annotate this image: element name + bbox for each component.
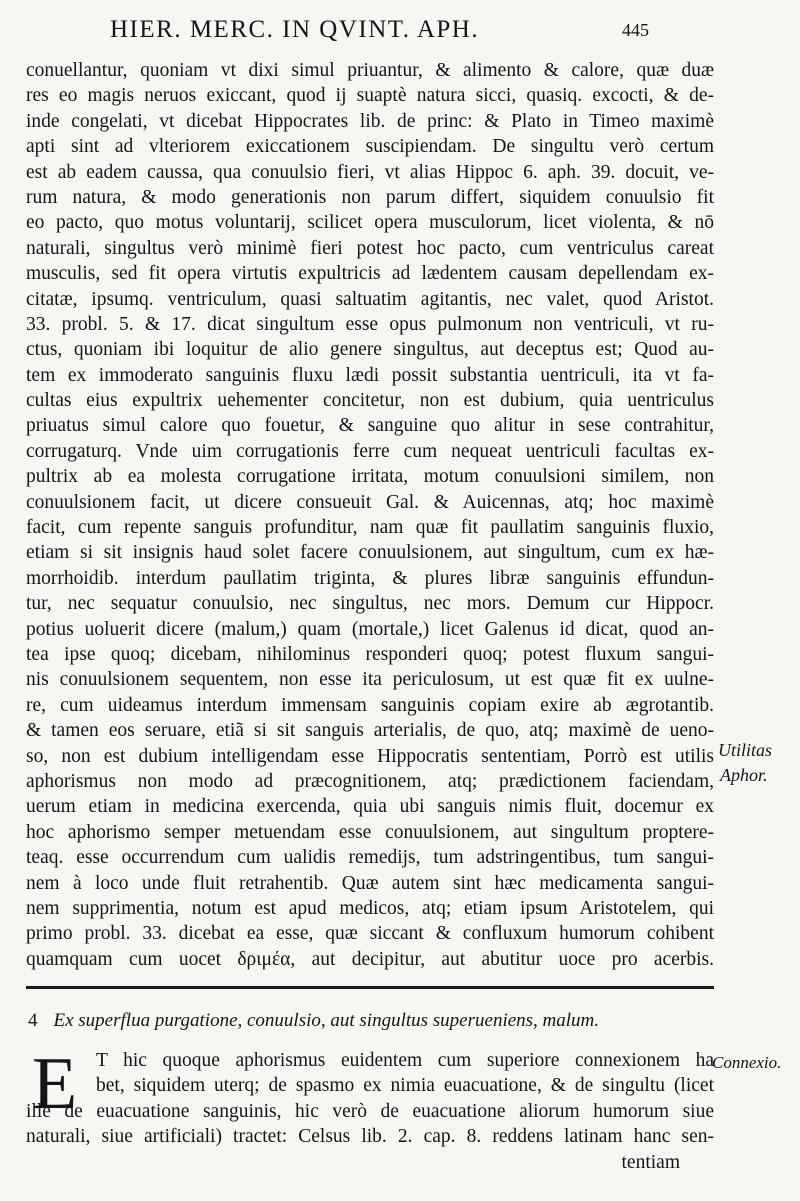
text-line: tea ipse quoq; dicebam, nihilominus responderi quoq; potest fluxum sangui- (26, 643, 714, 665)
text-line: quamquam cum uocet δριμέα, aut decipitur, aut abutitur uoce pro acerbis. (26, 948, 714, 970)
text-line: inde congelati, vt dicebat Hippocrates lib. de princ: & Plato in Timeo maximè (26, 110, 714, 132)
commentary-line: naturali, siue artificiali) tractet: Celsus lib. 2. cap. 8. reddens latinam hanc sen- (26, 1126, 714, 1148)
running-head: HIER. MERC. IN QVINT. APH. (110, 16, 480, 43)
commentary-block (26, 1043, 714, 1175)
commentary-line: ille de euacuatione sanguinis, hic verò de euacuatione aliorum humorum siue (26, 1100, 714, 1122)
text-line: so, non est dubium intelligendam esse Hippocratis sententiam, Porrò est utilis (26, 745, 714, 767)
margin-note-utilitas: Utilitas (718, 740, 773, 760)
text-line: primo probl. 33. dicebat ea esse, quæ siccant & confluxum humorum cohibent (26, 923, 714, 945)
text-line: 33. probl. 5. & 17. dicat singultum esse opus pulmonum non ventriculi, vt ru- (26, 313, 714, 335)
text-line: eo pacto, quo motus voluntarij, scilicet opera musculorum, licet violenta, & nō (26, 212, 714, 234)
text-line: nem supprimentia, notum est apud medicos, atq; etiam ipsum Aristotelem, qui (26, 897, 714, 919)
text-line: morrhoidib. interdum paullatim triginta, & plures libræ sanguinis effundun- (26, 567, 714, 589)
text-line: & tamen eos seruare, etiã si sit sanguis arterialis, de quo, atq; maximè de ueno- (26, 720, 714, 742)
aphorism-text: Ex superflua purgatione, conuulsio, aut singultus superueniens, malum. (53, 1010, 600, 1031)
commentary-line: tentiam (621, 1151, 680, 1173)
text-line: nis conuulsionem sequentem, non esse ita periculosum, ut est quæ fit ex uulne- (26, 669, 714, 691)
text-line: conuulsionem facit, ut dicere consueuit Gal. & Auicennas, atq; hoc maximè (26, 491, 714, 513)
text-line: facit, cum repente sanguis profunditur, nam quæ fit paullatim sanguinis fluxio, (26, 517, 714, 539)
text-line: re, cum uideamus interdum immensam sanguinis copiam exire ab ægrotantib. (26, 694, 714, 716)
text-line: res eo magis neruos exiccant, quod ij suaptè natura sicci, quasiq. excocti, & de- (26, 85, 714, 107)
margin-note-aphor: Aphor. (720, 765, 768, 785)
text-line: naturali, singultus verò minimè fieri potest hoc pacto, cum ventriculus careat (26, 237, 714, 259)
text-line: est ab eadem caussa, qua conuulsio fieri, vt alias Hippoc 6. aph. 39. docuit, ve- (26, 161, 714, 183)
aphorism-heading (28, 1010, 708, 1032)
text-line: conuellantur, quoniam vt dixi simul priuantur, & alimento & calore, quæ duæ (26, 60, 714, 81)
text-line: citatæ, ipsumq. ventriculum, quasi saltuatim agitantis, nec valet, quod Aristot. (26, 288, 714, 310)
text-line: hoc aphorismo semper metuendam esse conuulsionem, aut singultum proptere- (26, 821, 714, 843)
text-line: tur, nec sequatur conuulsio, nec singultus, nec mors. Demum cur Hippocr. (26, 593, 714, 615)
section-rule (26, 986, 714, 989)
page-number: 445 (622, 20, 649, 40)
text-line: corrugaturq. Vnde uim corrugationis ferre cum nequeat uentriculi facultas ex- (26, 440, 714, 462)
text-line: ctus, quoniam ibi loquitur de alio genere singultus, aut deceptus est; Quod au- (26, 339, 714, 361)
text-line: tem ex immoderato sanguinis fluxu lædi possit substantia uentriculi, ita vt fa- (26, 364, 714, 386)
commentary-line: T hic quoque aphorismus euidentem cum superiore connexionem ha (96, 1050, 714, 1071)
text-line: cultas eius expultrix uehementer concitetur, non est dubium, quia uentriculus (26, 390, 714, 412)
text-line: apti sint ad vlteriorem exiccationem suscipiendam. De singultu verò certum (26, 136, 714, 158)
text-line: rum natura, & modo generationis non parum differt, siquidem conuulsio fit (26, 186, 714, 208)
text-line: uerum etiam in medicina exercenda, quia ubi sanguis nimis fluit, docemur ex (26, 796, 714, 818)
margin-note-connexio: Connexio. (712, 1053, 782, 1072)
text-line: aphorismus non modo ad præcognitionem, atq; prædictionem faciendam, (26, 770, 714, 792)
drop-cap: E (32, 1043, 78, 1125)
text-line: pultrix ab ea molesta corrugatione irritata, motum conuulsioni similem, non (26, 466, 714, 488)
aphorism-number: 4 (28, 1010, 38, 1031)
text-line: musculis, sed fit opera virtutis expultricis ad lædentem causam depellendam ex- (26, 263, 714, 285)
text-line: nem à loco unde fluit retrahentib. Quæ autem sint hæc medicamenta sangui- (26, 872, 714, 894)
text-line: priuatus simul calore quo fouetur, & sanguine quo alitur in sese contrahitur, (26, 415, 714, 437)
commentary-lines (26, 1043, 714, 1175)
text-line: potius uoluerit dicere (malum,) quam (mortale,) licet Galenus id dicat, quod an- (26, 618, 714, 640)
text-line: etiam si sit insignis haud solet facere conuulsionem, aut singultum, cum ex hæ- (26, 542, 714, 564)
main-text-block (26, 58, 714, 972)
text-line: teaq. esse occurrendum cum ualidis remedijs, tum adstringentibus, tum sangui- (26, 847, 714, 869)
commentary-line: bet, siquidem uterq; de spasmo ex nimia euacuatione, & de singultu (licet (96, 1075, 714, 1097)
